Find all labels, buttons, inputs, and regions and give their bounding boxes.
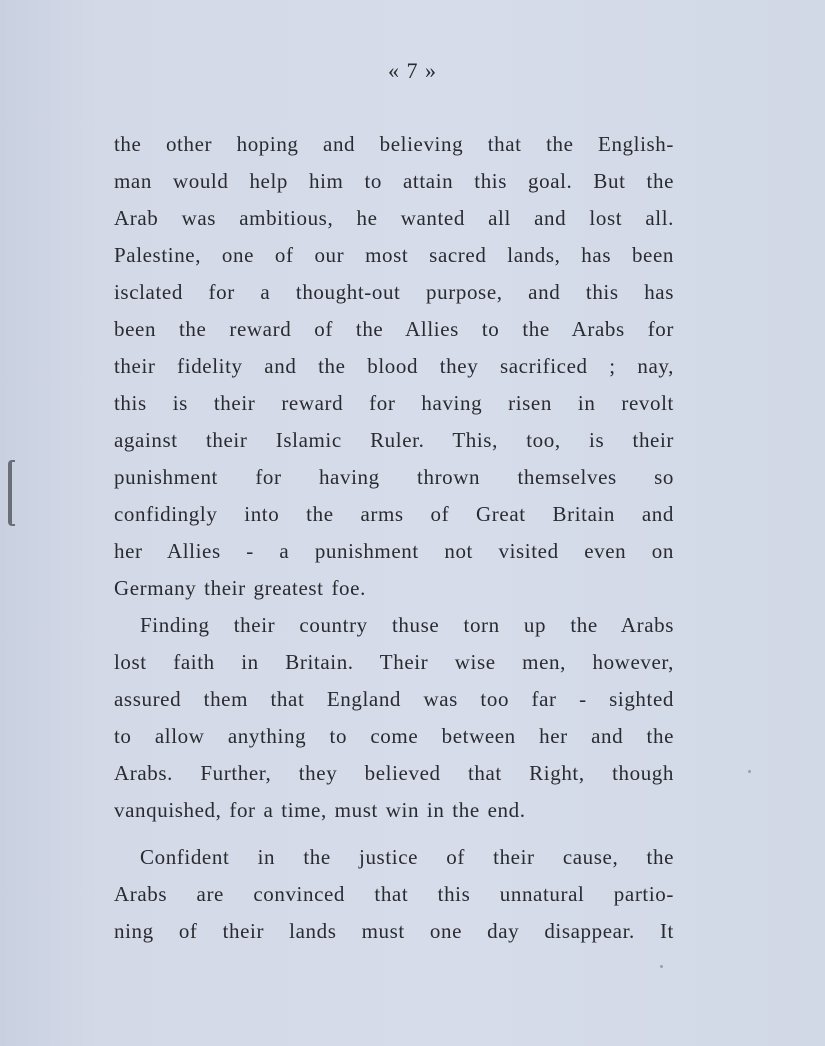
text-line: punishment for having thrown themselves so <box>114 465 674 489</box>
body-text <box>114 126 674 950</box>
text-line: man would help him to attain this goal. But the <box>114 169 674 193</box>
text-line: been the reward of the Allies to the Arabs for <box>114 317 674 341</box>
text-line: Confident in the justice of their cause, the <box>140 845 674 869</box>
text-line: ning of their lands must one day disappear. It <box>114 919 674 943</box>
paragraph <box>114 126 674 607</box>
text-line: Finding their country thuse torn up the Arabs <box>140 613 674 637</box>
text-line: Arabs. Further, they believed that Right, though <box>114 761 674 785</box>
paragraph <box>114 607 674 829</box>
text-line: Palestine, one of our most sacred lands, has been <box>114 243 674 267</box>
text-line: Germany their greatest foe. <box>114 576 366 600</box>
paragraph <box>114 839 674 950</box>
paragraph-gap <box>114 829 674 839</box>
text-line: Arabs are convinced that this unnatural partio- <box>114 882 674 906</box>
text-line: against their Islamic Ruler. This, too, is their <box>114 428 674 452</box>
text-line: to allow anything to come between her and the <box>114 724 674 748</box>
binding-staple-mark <box>8 460 15 526</box>
text-line: vanquished, for a time, must win in the end. <box>114 798 526 822</box>
text-line: their fidelity and the blood they sacrificed ; nay, <box>114 354 674 378</box>
paper-speck <box>748 770 751 773</box>
text-line: lost faith in Britain. Their wise men, however, <box>114 650 674 674</box>
text-line: isclated for a thought-out purpose, and this has <box>114 280 674 304</box>
text-line: confidingly into the arms of Great Britain and <box>114 502 674 526</box>
paper-speck <box>660 965 663 968</box>
text-line: Arab was ambitious, he wanted all and lost all. <box>114 206 674 230</box>
text-line: assured them that England was too far - sighted <box>114 687 674 711</box>
text-line: her Allies - a punishment not visited even on <box>114 539 674 563</box>
text-line: the other hoping and believing that the English- <box>114 132 674 156</box>
text-line: this is their reward for having risen in revolt <box>114 391 674 415</box>
page-number: « 7 » <box>388 58 437 83</box>
